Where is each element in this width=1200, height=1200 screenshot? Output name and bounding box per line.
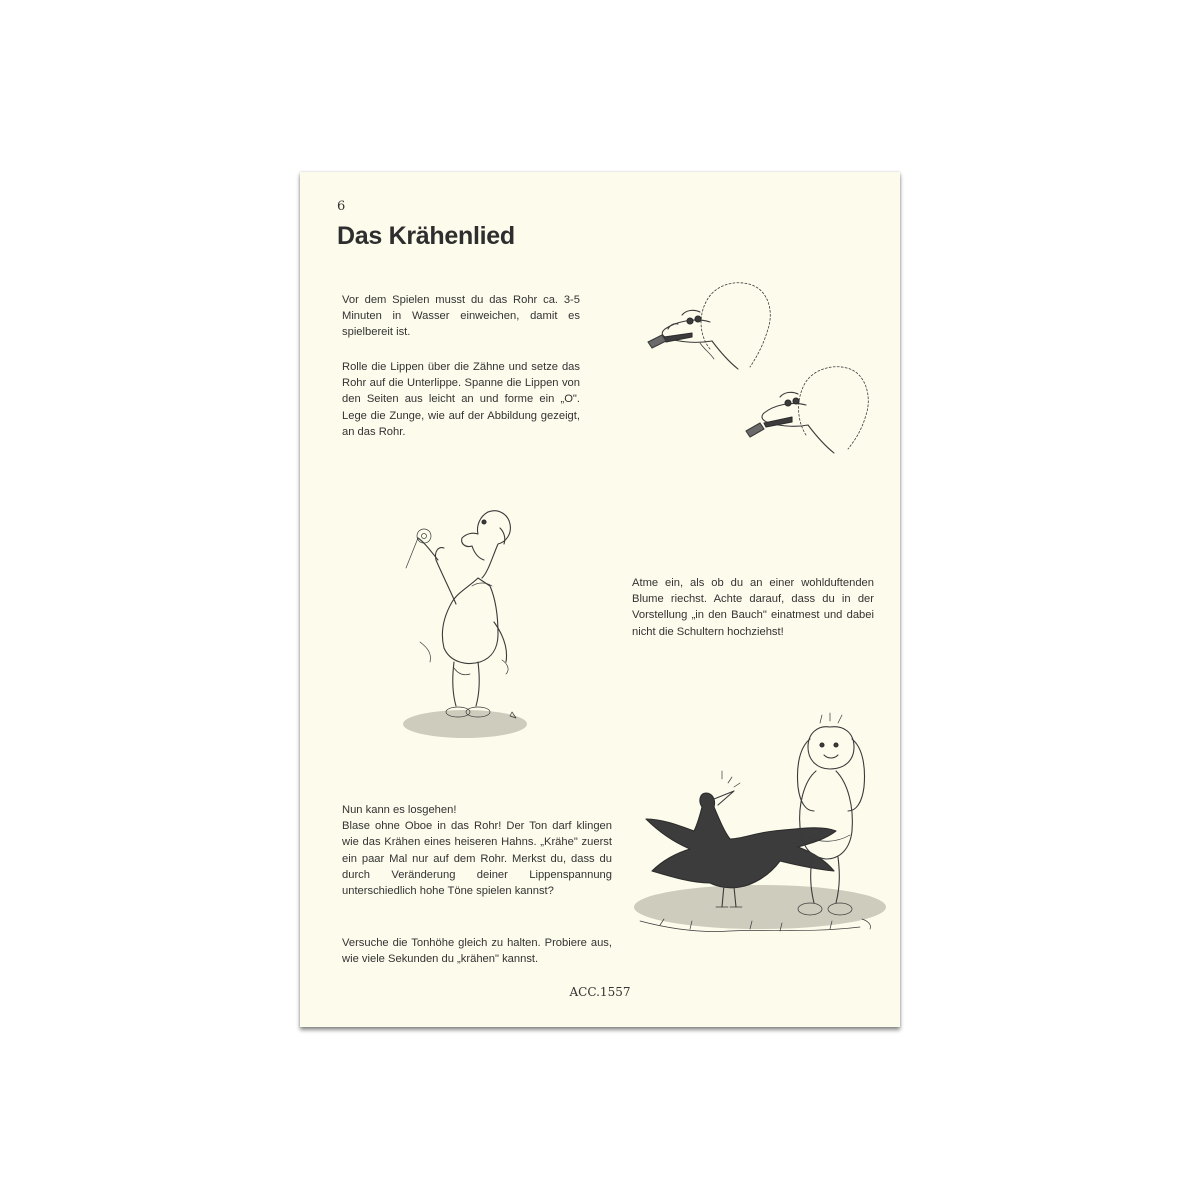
paragraph-breathing: Atme ein, als ob du an einer wohlduftenden Blume riechst. Achte darauf, dass du in der Vorstellung „in den Bauch" einatmest und dabei nicht die Schultern hochziehst! [632,577,874,638]
footer-code: ACC.1557 [569,985,631,999]
page-title: Das Krähenlied [337,222,515,250]
paragraph-lip-position: Rolle die Lippen über die Zähne und setze das Rohr auf die Unterlippe. Spanne die Lippen von den Seiten aus leicht an und forme ein „O". Lege die Zunge, wie auf der Abbildung gezeigt, an das Rohr. [342,361,580,438]
paragraph-start-blowing [342,802,612,899]
paragraph-start-line: Nun kann es losgehen! [342,804,457,816]
paragraph-start-line: Blase ohne Oboe in das Rohr! Der Ton darf klingen wie das Krähen eines heiseren Hahns. „Krähe" zuerst ein paar Mal nur auf dem Rohr. Merkst du, dass du durch Veränderung deiner Lippenspannung unterschiedlich hohe Töne spielen kannst? [342,820,612,898]
crow-and-figure-icon [630,707,892,957]
page-number: 6 [337,199,346,214]
book-page [300,172,900,1027]
paragraph-soak-reed: Vor dem Spielen musst du das Rohr ca. 3-5 Minuten in Wasser einweichen, damit es spielbereit ist. [342,294,580,339]
paragraph-hold-pitch: Versuche die Tonhöhe gleich zu halten. Probiere aus, wie viele Sekunden du „krähen" kannst. [342,937,612,966]
figure-smelling-flower-icon [400,502,530,747]
sheep-head-tongue-icon [742,357,872,457]
